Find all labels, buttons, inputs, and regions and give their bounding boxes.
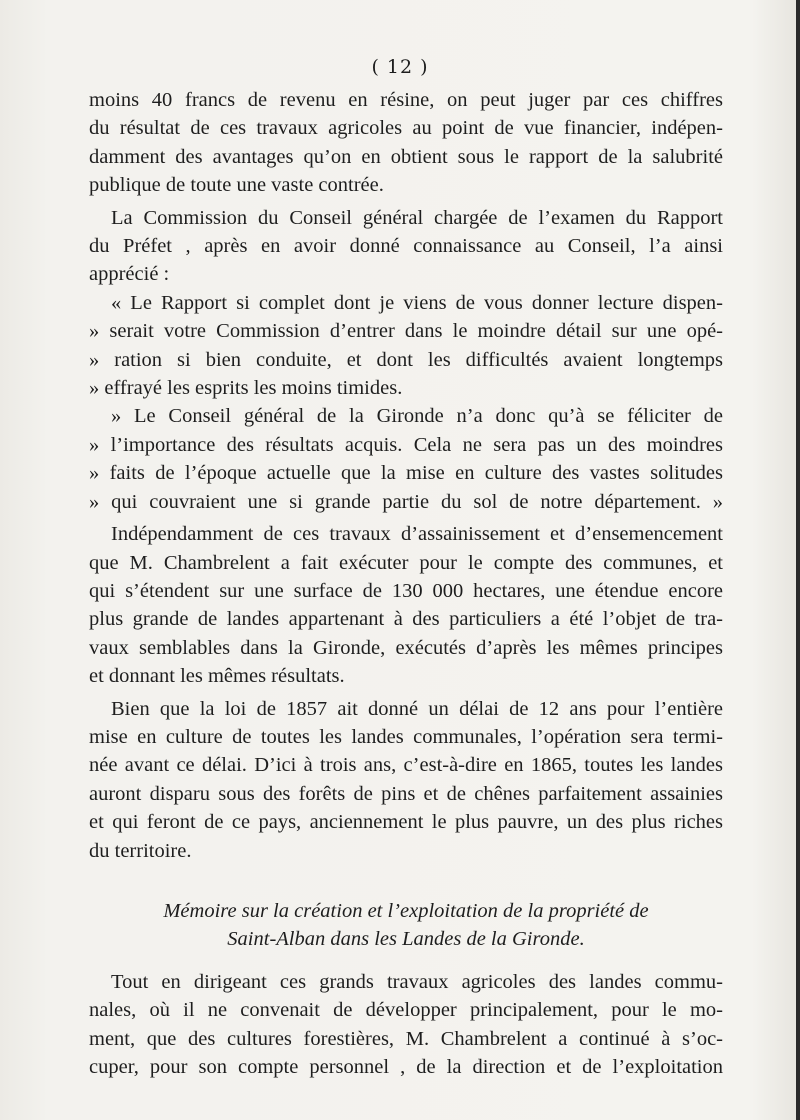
page-number: ( 12 ) xyxy=(371,56,429,78)
text-line: ment, que des cultures forestières, M. Chambrelent a continué à s’oc- xyxy=(89,1027,723,1050)
text-line: auront disparu sous des forêts de pins et de chênes parfaitement assainies xyxy=(89,782,723,805)
paragraph-assainissement xyxy=(89,520,723,690)
text-line: Tout en dirigeant ces grands travaux agricoles des landes commu- xyxy=(111,970,723,993)
text-line: apprécié : xyxy=(89,263,170,286)
text-line: » l’importance des résultats acquis. Cela ne sera pas un des moindres xyxy=(89,433,723,456)
text-line: Bien que la loi de 1857 ait donné un délai de 12 ans pour l’entière xyxy=(111,697,723,720)
text-line: » ration si bien conduite, et dont les difficultés avaient longtemps xyxy=(89,348,723,371)
text-line: plus grande de landes appartenant à des particuliers a été l’objet de tra- xyxy=(89,608,723,631)
text-line: » qui couvraient une si grande partie du sol de notre département. » xyxy=(89,490,723,513)
paragraph-closing xyxy=(89,968,723,1082)
page-body xyxy=(89,86,723,1081)
text-line: du Préfet , après en avoir donné connaissance au Conseil, l’a ainsi xyxy=(89,235,723,258)
section-heading xyxy=(89,897,723,954)
text-line: » serait votre Commission d’entrer dans le moindre détail sur une opé- xyxy=(89,320,723,343)
page-edge-shadow xyxy=(796,0,800,1120)
text-line: qui s’étendent sur une surface de 130 000 hectares, une étendue encore xyxy=(89,579,723,602)
text-line: du territoire. xyxy=(89,839,192,862)
text-line: moins 40 francs de revenu en résine, on peut juger par ces chiffres xyxy=(89,89,723,111)
text-line: que M. Chambrelent a fait exécuter pour le compte des communes, et xyxy=(89,551,723,574)
text-line: née avant ce délai. D’ici à trois ans, c’est-à-dire en 1865, toutes les landes xyxy=(89,754,723,777)
text-line: » faits de l’époque actuelle que la mise en culture des vastes solitudes xyxy=(89,462,723,485)
text-line: nales, où il ne convenait de développer principalement, pour le mo- xyxy=(89,999,723,1022)
heading-line: Mémoire sur la création et l’exploitation de la propriété de xyxy=(163,899,649,922)
quote-paragraph-conseil xyxy=(89,402,723,516)
text-line: publique de toute une vaste contrée. xyxy=(89,174,384,197)
text-line: mise en culture de toutes les landes communales, l’opération sera termi- xyxy=(89,725,723,748)
text-line: du résultat de ces travaux agricoles au point de vue financier, indépen- xyxy=(89,117,723,140)
paragraph-commission xyxy=(89,204,723,289)
text-line: » effrayé les esprits les moins timides. xyxy=(89,377,403,400)
quote-paragraph-rapport xyxy=(89,289,723,403)
paragraph-revenue xyxy=(89,86,723,200)
text-line: cuper, pour son compte personnel , de la direction et de l’exploitation xyxy=(89,1056,723,1078)
paragraph-loi-1857 xyxy=(89,695,723,865)
text-line: damment des avantages qu’on en obtient sous le rapport de la salubrité xyxy=(89,145,723,168)
text-line: vaux semblables dans la Gironde, exécutés d’après les mêmes principes xyxy=(89,636,723,659)
text-line: et qui feront de ce pays, anciennement le plus pauvre, un des plus riches xyxy=(89,811,723,834)
heading-line: Saint-Alban dans les Landes de la Gironde. xyxy=(227,928,585,951)
text-line: La Commission du Conseil général chargée de l’examen du Rapport xyxy=(111,206,723,229)
text-line: » Le Conseil général de la Gironde n’a donc qu’à se féliciter de xyxy=(111,405,723,428)
text-line: et donnant les mêmes résultats. xyxy=(89,665,345,688)
text-line: « Le Rapport si complet dont je viens de vous donner lecture dispen- xyxy=(111,291,723,314)
text-line: Indépendamment de ces travaux d’assainissement et d’ensemencement xyxy=(111,523,723,546)
